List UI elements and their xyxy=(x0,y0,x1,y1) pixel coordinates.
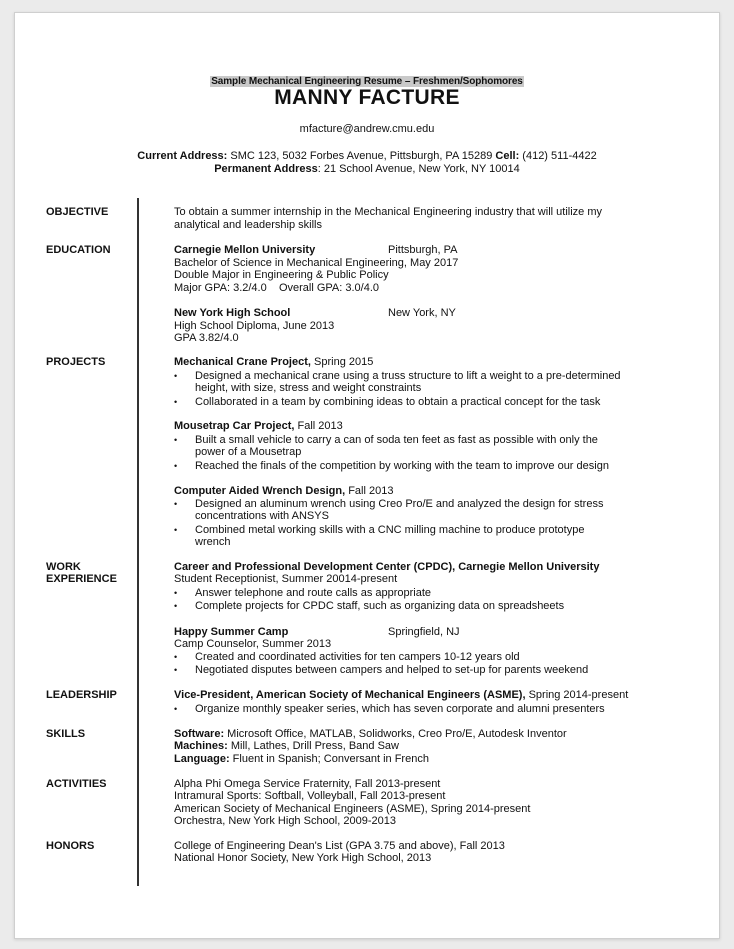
bullet-item xyxy=(174,460,609,473)
bullet-item xyxy=(174,664,588,677)
current-address-line xyxy=(0,150,734,162)
bullet-item xyxy=(174,524,584,537)
education-detail: High School Diploma, June 2013 xyxy=(174,320,335,332)
job-location: Springfield, NJ xyxy=(388,626,460,638)
project-title xyxy=(174,420,343,433)
project-title xyxy=(174,485,393,498)
permanent-address: : 21 School Avenue, New York, NY 10014 xyxy=(317,163,520,175)
objective-heading: OBJECTIVE xyxy=(46,206,109,218)
bullet-text: Built a small vehicle to carry a can of soda ten feet as fast as possible with only the xyxy=(195,434,598,446)
school-location: Pittsburgh, PA xyxy=(388,244,458,256)
activity-item: Orchestra, New York High School, 2009-2013 xyxy=(174,815,396,827)
bullet-item xyxy=(174,434,598,447)
education-detail: Major GPA: 3.2/4.0 Overall GPA: 3.0/4.0 xyxy=(174,282,380,294)
bullet-item xyxy=(174,651,520,664)
job-title xyxy=(174,626,288,639)
bullet-text: Designed a mechanical crane using a truss structure to lift a weight to a pre-determined xyxy=(195,370,621,382)
bullet-continuation: power of a Mousetrap xyxy=(195,446,302,458)
project-title xyxy=(174,356,373,369)
objective-line: analytical and leadership skills xyxy=(174,219,322,231)
bullet-item xyxy=(174,587,431,600)
skill-label: Software: xyxy=(174,728,225,740)
skill-line xyxy=(174,728,567,741)
education-heading: EDUCATION xyxy=(46,244,111,256)
school-name-text: New York High School xyxy=(174,307,291,319)
bullet-continuation: concentrations with ANSYS xyxy=(195,510,329,522)
section-divider xyxy=(137,198,139,886)
work-heading: EXPERIENCE xyxy=(46,573,117,585)
project-date: Fall 2013 xyxy=(345,485,394,497)
bullet-text: Answer telephone and route calls as appropriate xyxy=(195,587,432,599)
job-title-text: Career and Professional Development Center (CPDC), Carnegie Mellon University xyxy=(174,561,600,573)
permanent-address-label: Permanent Address xyxy=(214,163,318,175)
project-date: Fall 2013 xyxy=(294,420,343,432)
objective-line: To obtain a summer internship in the Mechanical Engineering industry that will utilize my xyxy=(174,206,602,218)
job-role: Student Receptionist, Summer 20014-present xyxy=(174,573,398,585)
project-title-text: Mechanical Crane Project, xyxy=(174,356,311,368)
projects-heading: PROJECTS xyxy=(46,356,106,368)
leadership-title-text: Vice-President, American Society of Mechanical Engineers (ASME), xyxy=(174,689,526,701)
school-name xyxy=(174,244,315,257)
skill-value: Fluent in Spanish; Conversant in French xyxy=(229,753,429,765)
bullet-glyph: • xyxy=(174,665,178,675)
bullet-glyph: • xyxy=(174,397,178,407)
leadership-title xyxy=(174,689,628,702)
cell-number: (412) 511-4422 xyxy=(519,150,597,162)
bullet-text: Designed an aluminum wrench using Creo Pro/E and analyzed the design for stress xyxy=(195,498,604,510)
project-date: Spring 2015 xyxy=(310,356,374,368)
bullet-glyph: • xyxy=(174,371,178,381)
education-detail: GPA 3.82/4.0 xyxy=(174,332,239,344)
permanent-address-line xyxy=(0,163,734,175)
education-detail: Bachelor of Science in Mechanical Engineering, May 2017 xyxy=(174,257,459,269)
school-name xyxy=(174,307,290,320)
skill-label: Language: xyxy=(174,753,230,765)
bullet-text: Negotiated disputes between campers and helped to set-up for parents weekend xyxy=(195,664,589,676)
project-title-text: Computer Aided Wrench Design, xyxy=(174,485,346,497)
candidate-name: MANNY FACTURE xyxy=(274,86,460,109)
bullet-glyph: • xyxy=(174,525,178,535)
current-address: SMC 123, 5032 Forbes Avenue, Pittsburgh, PA 15289 xyxy=(227,150,496,162)
education-detail: Double Major in Engineering & Public Policy xyxy=(174,269,389,281)
bullet-item xyxy=(174,498,603,511)
bullet-glyph: • xyxy=(174,704,178,714)
current-address-label: Current Address: xyxy=(137,150,228,162)
bullet-item xyxy=(174,370,621,383)
bullet-text: Complete projects for CPDC staff, such as organizing data on spreadsheets xyxy=(195,600,565,612)
activity-item: Intramural Sports: Softball, Volleyball, Fall 2013-present xyxy=(174,790,446,802)
bullet-item xyxy=(174,703,605,716)
activities-heading: ACTIVITIES xyxy=(46,778,107,790)
skills-heading: SKILLS xyxy=(46,728,86,740)
bullet-glyph: • xyxy=(174,435,178,445)
bullet-text: Created and coordinated activities for ten campers 10-12 years old xyxy=(195,651,520,663)
bullet-text: Organize monthly speaker series, which has seven corporate and alumni presenters xyxy=(195,703,605,715)
bullet-glyph: • xyxy=(174,652,178,662)
job-role: Camp Counselor, Summer 2013 xyxy=(174,638,332,650)
honor-item: College of Engineering Dean's List (GPA 3.75 and above), Fall 2013 xyxy=(174,840,505,852)
honors-heading: HONORS xyxy=(46,840,95,852)
honor-item: National Honor Society, New York High School, 2013 xyxy=(174,852,432,864)
bullet-glyph: • xyxy=(174,499,178,509)
skill-value: Microsoft Office, MATLAB, Solidworks, Creo Pro/E, Autodesk Inventor xyxy=(224,728,567,740)
bullet-text: Collaborated in a team by combining ideas to obtain a practical concept for the task xyxy=(195,396,601,408)
bullet-glyph: • xyxy=(174,601,178,611)
leadership-date: Spring 2014-present xyxy=(525,689,629,701)
bullet-item xyxy=(174,600,564,613)
bullet-text: Combined metal working skills with a CNC milling machine to produce prototype xyxy=(195,524,585,536)
activity-item: American Society of Mechanical Engineers (ASME), Spring 2014-present xyxy=(174,803,531,815)
school-location: New York, NY xyxy=(388,307,456,319)
candidate-email: mfacture@andrew.cmu.edu xyxy=(299,123,435,135)
bullet-glyph: • xyxy=(174,461,178,471)
job-title xyxy=(174,561,599,574)
work-heading: WORK xyxy=(46,561,81,573)
skill-line xyxy=(174,753,429,766)
bullet-text: Reached the finals of the competition by working with the team to improve our design xyxy=(195,460,609,472)
banner-text: Sample Mechanical Engineering Resume – Freshmen/Sophomores xyxy=(211,76,523,87)
bullet-glyph: • xyxy=(174,588,178,598)
job-title-text: Happy Summer Camp xyxy=(174,626,289,638)
cell-label: Cell: xyxy=(495,150,520,162)
bullet-item xyxy=(174,396,600,409)
bullet-continuation: height, with size, stress and weight constraints xyxy=(195,382,422,394)
skill-value: Mill, Lathes, Drill Press, Band Saw xyxy=(227,740,399,752)
skill-label: Machines: xyxy=(174,740,228,752)
activity-item: Alpha Phi Omega Service Fraternity, Fall 2013-present xyxy=(174,778,441,790)
school-name-text: Carnegie Mellon University xyxy=(174,244,316,256)
leadership-heading: LEADERSHIP xyxy=(46,689,117,701)
project-title-text: Mousetrap Car Project, xyxy=(174,420,295,432)
skill-line xyxy=(174,740,399,753)
bullet-continuation: wrench xyxy=(195,536,231,548)
